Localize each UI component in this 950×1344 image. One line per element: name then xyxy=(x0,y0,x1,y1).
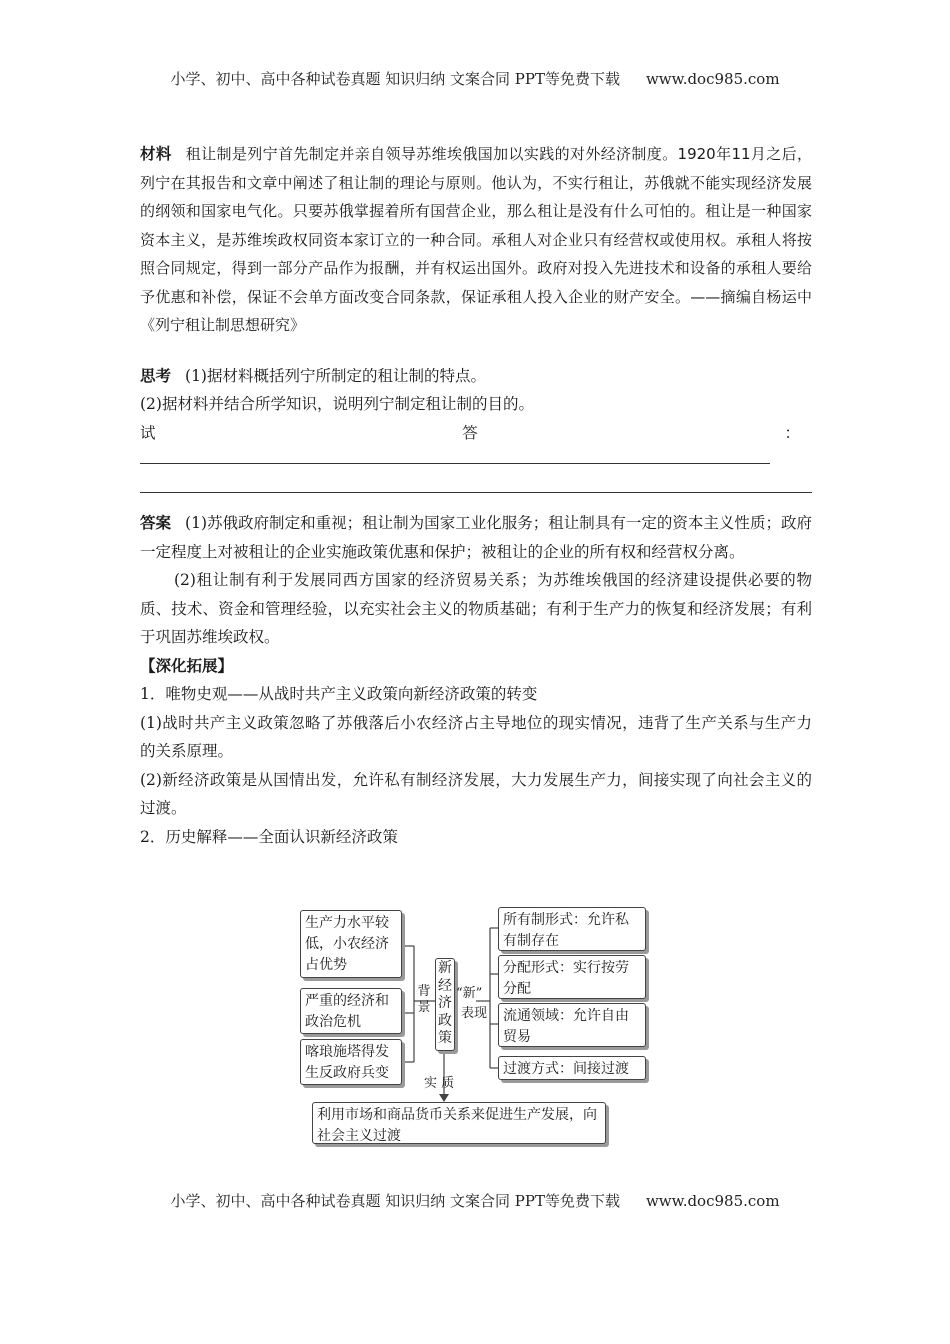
extension-item-2-title: 2．历史解释——全面认识新经济政策 xyxy=(140,827,398,846)
footer-text: 小学、初中、高中各种试卷真题 知识归纳 文案合同 PPT等免费下载 xyxy=(170,1192,620,1210)
answer-prompt: 试 答 ： xyxy=(140,423,800,442)
extension-title: 【深化拓展】 xyxy=(140,655,234,675)
page-footer xyxy=(0,1190,950,1211)
manifestation-box-4: 过渡方式：间接过渡 xyxy=(498,1056,646,1080)
extension-item-1-p2: (2)新经济政策是从国情出发，允许私有制经济发展，大力发展生产力，间接实现了向社会主义的过渡。 xyxy=(140,770,812,817)
material-paragraph xyxy=(140,140,812,340)
background-label: 背 景 xyxy=(417,984,431,1015)
document-body xyxy=(140,140,812,851)
question-label: 思考 xyxy=(140,365,172,385)
background-box-2: 严重的经济和政治危机 xyxy=(300,988,402,1034)
manifestation-box-3: 流通领域：允许自由贸易 xyxy=(498,1003,646,1047)
page-header xyxy=(0,68,950,89)
answer-2: (2)租让制有利于发展同西方国家的经济贸易关系；为苏维埃俄国的经济建设提供必要的物质、技术、资金和管理经验，以充实社会主义的物质基础；有利于生产力的恢复和经济发展；有利于巩固苏维埃政权。 xyxy=(140,571,812,646)
manifestation-box-2: 分配形式：实行按劳分配 xyxy=(498,955,646,999)
answer-label: 答案 xyxy=(140,513,172,532)
footer-url[interactable]: www.doc985.com xyxy=(645,1192,780,1210)
new-label: “新” xyxy=(456,986,483,1001)
question-1: 思考 (1)据材料概括列宁所制定的租让制的特点。 xyxy=(140,365,486,385)
header-text: 小学、初中、高中各种试卷真题 知识归纳 文案合同 PPT等免费下载 xyxy=(170,70,620,88)
question-2: (2)据材料并结合所学知识，说明列宁制定租让制的目的。 xyxy=(140,395,534,413)
material-label: 材料 xyxy=(140,144,172,163)
policy-diagram xyxy=(298,906,652,1148)
new-economic-policy-box: 新 经 济 政 策 xyxy=(435,958,455,1051)
header-url[interactable]: www.doc985.com xyxy=(645,70,780,88)
extension-item-1-p1: (1)战时共产主义政策忽略了苏俄落后小农经济占主导地位的现实情况，违背了生产关系与生产力的关系原理。 xyxy=(140,713,812,760)
manifestation-box-1: 所有制形式：允许私有制存在 xyxy=(498,907,646,951)
answer-1: 答案 (1)苏俄政府制定和重视；租让制为国家工业化服务；租让制具有一定的资本主义性质；政府一定程度上对被租让的企业实施政策优惠和保护；被租让的企业的所有权和经营权分离。 xyxy=(140,513,812,561)
material-text: 租让制是列宁首先制定并亲自领导苏维埃俄国加以实践的对外经济制度。1920年11月之后，列宁在其报告和文章中阐述了租让制的理论与原则。他认为，不实行租让，苏俄就不能实现经济发展的纲领和国家电气化。只要苏俄掌握着所有国营企业，那么租让是没有什么可怕的。租让是一种国家资本主义，是苏维埃政权同资本家订立的一种合同。承租人对企业只有经营权或使用权。承租人将按照合同规定，得到一部分产品作为报酬，并有权运出国外。政府对投入先进技术和设备的承租人要给予优惠和补偿，保证不会单方面改变合同条款，保证承租人投入企业的财产安全。——摘编自杨运中《列宁租让制思想研究》 xyxy=(140,145,812,334)
essence-label: 实 质 xyxy=(424,1076,455,1091)
essence-box: 利用市场和商品货币关系来促进生产发展，向社会主义过渡 xyxy=(312,1102,606,1144)
manifestation-label: 表现 xyxy=(461,1006,488,1021)
extension-item-1-title: 1．唯物史观——从战时共产主义政策向新经济政策的转变 xyxy=(140,685,538,703)
background-box-3: 喀琅施塔得发生反政府兵变 xyxy=(300,1039,402,1085)
answer-blank-line[interactable] xyxy=(140,463,770,464)
background-box-1: 生产力水平较低，小农经济占优势 xyxy=(300,910,402,978)
